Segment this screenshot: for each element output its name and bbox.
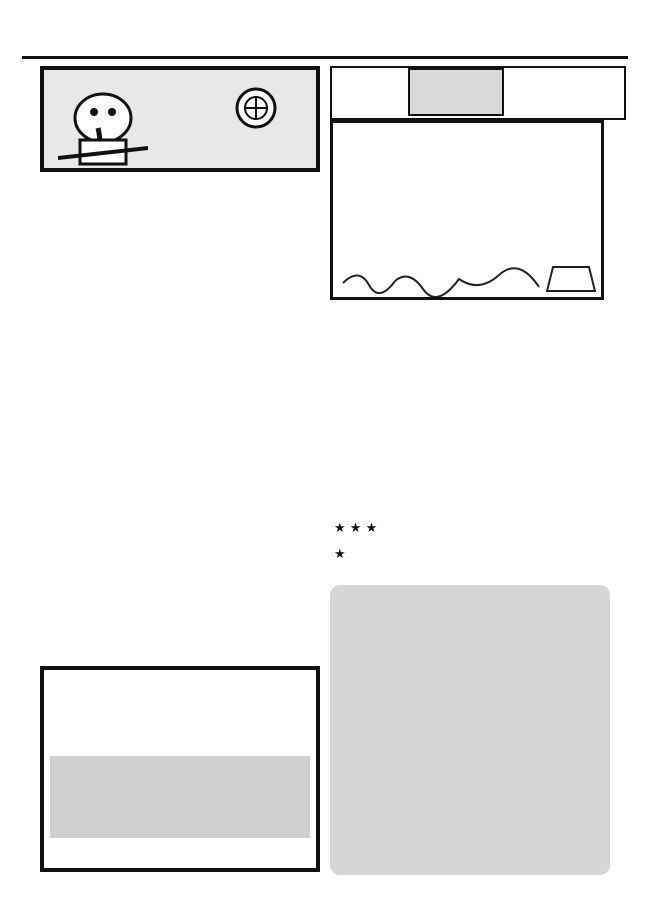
header-divider xyxy=(22,56,628,59)
number-strip xyxy=(50,756,310,838)
credits-panel xyxy=(330,585,610,875)
recommendation-line: ★ ★ ★ xyxy=(334,521,378,536)
badge-icon xyxy=(234,86,278,130)
analysis-numbers xyxy=(408,68,504,116)
logo-panel xyxy=(40,66,320,172)
handwritten-note xyxy=(330,120,604,300)
monk-prediction-box xyxy=(40,666,320,872)
scribble-drawing xyxy=(339,263,601,297)
recommendation-line: ★ xyxy=(334,547,346,562)
cartoon-elephant-icon xyxy=(58,78,148,168)
